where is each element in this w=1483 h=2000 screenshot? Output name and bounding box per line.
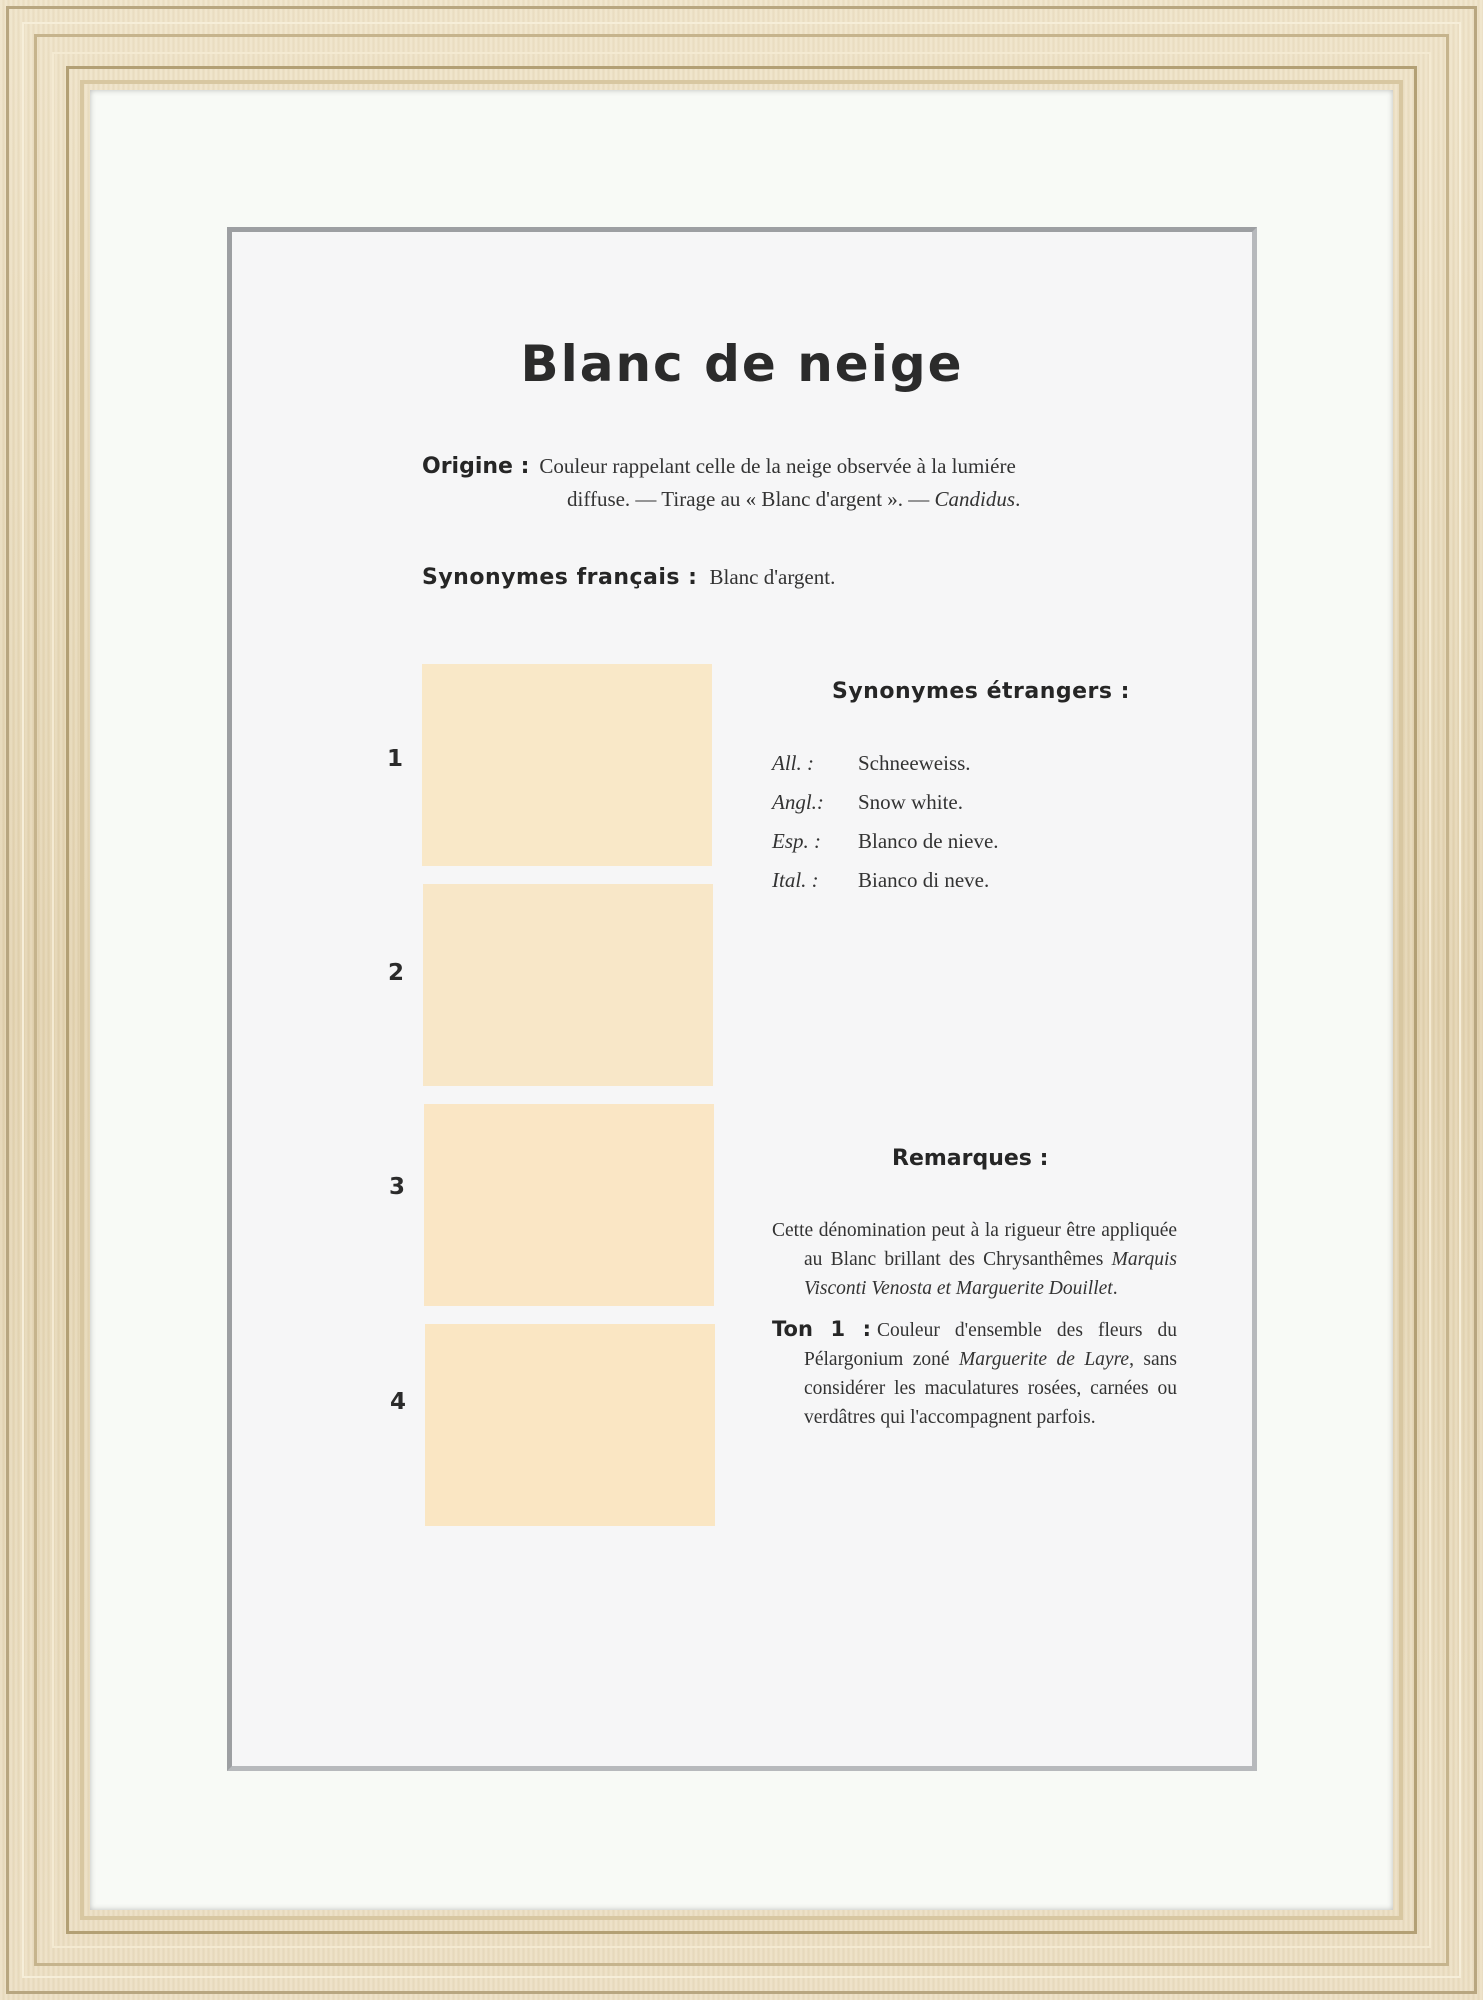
language-abbrev: Esp. : [772, 829, 821, 853]
color-swatch [423, 884, 713, 1086]
list-item [772, 861, 999, 900]
synonymes-etrangers-list [772, 744, 999, 900]
origine-section [422, 450, 1182, 516]
swatch-number: 4 [389, 1389, 406, 1415]
origine-period: . [1015, 487, 1021, 511]
synonymes-francais-value: Blanc d'argent. [709, 565, 836, 589]
language-abbrev: All. : [772, 751, 814, 775]
swatch-number: 3 [388, 1174, 405, 1200]
swatch-number: 2 [387, 960, 404, 986]
origine-text: diffuse. — Tirage au « Blanc d'argent ». — [567, 487, 935, 511]
color-plate [227, 227, 1257, 1771]
remarque-text: , sans considérer les maculatures rosées, carnées ou verdâtres qui l'accompagnent parfois. [804, 1349, 1177, 1428]
origine-line1: Couleur rappelant celle de la neige observée à la lumiére [539, 454, 1016, 478]
color-swatch [424, 1104, 714, 1306]
synonym-value: Bianco di neve. [858, 868, 990, 892]
color-swatch [425, 1324, 715, 1526]
remarque-text: Couleur d'ensemble des fleurs du Pélargonium zoné [804, 1320, 1178, 1370]
origine-latin-name: Candidus [934, 487, 1016, 511]
origine-label: Origine : [422, 454, 530, 479]
list-item [772, 822, 999, 861]
remarques-title: Remarques : [892, 1146, 1049, 1171]
origine-line2 [422, 483, 1182, 516]
synonymes-francais-label: Synonymes français : [422, 565, 698, 590]
synonym-value: Blanco de nieve. [858, 829, 999, 853]
ton-label: Ton 1 : [772, 1317, 871, 1341]
language-abbrev: Ital. : [772, 868, 819, 892]
plate-title: Blanc de neige [520, 335, 964, 393]
synonymes-etrangers-title: Synonymes étrangers : [832, 679, 1130, 704]
list-item [772, 744, 999, 783]
synonym-value: Snow white. [858, 790, 963, 814]
remarque-text: Cette dénomination peut à la rigueur être appliquée au Blanc brillant des Chrysanthêmes [772, 1220, 1177, 1270]
remarque-paragraph-2 [772, 1315, 1177, 1432]
list-item [772, 783, 999, 822]
remarque-period: . [1112, 1278, 1118, 1299]
remarques-text [772, 1216, 1177, 1444]
cultivar-names: Marquis Visconti Venosta et Marguerite Douillet [804, 1249, 1177, 1299]
synonymes-francais [422, 565, 835, 590]
cultivar-name: Marguerite de Layre [958, 1349, 1130, 1370]
synonym-value: Schneeweiss. [858, 751, 971, 775]
remarque-paragraph-1 [772, 1216, 1177, 1303]
color-swatch [422, 664, 712, 866]
language-abbrev: Angl.: [772, 790, 824, 814]
swatch-number: 1 [386, 746, 403, 772]
